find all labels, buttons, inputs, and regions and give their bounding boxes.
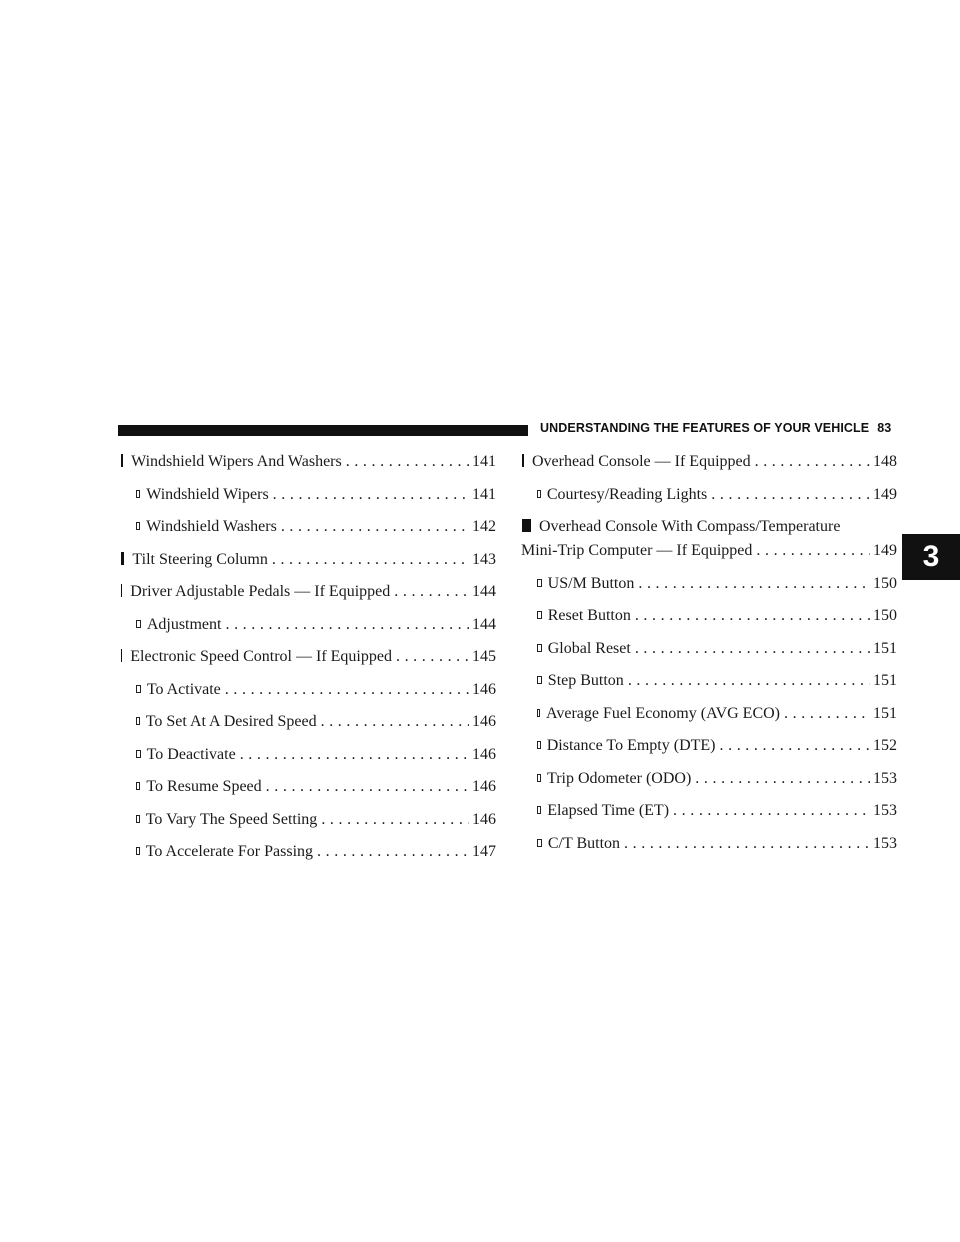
toc-page-number: 146 <box>472 810 496 828</box>
dot-leader <box>756 539 870 563</box>
toc-entry-line <box>521 539 897 563</box>
toc-entry[interactable] <box>120 808 496 832</box>
dot-leader <box>346 450 469 474</box>
toc-entry-title: To Resume Speed <box>146 778 262 795</box>
header-title: UNDERSTANDING THE FEATURES OF YOUR VEHICLE <box>540 421 870 435</box>
dot-leader <box>720 734 871 758</box>
dot-leader <box>272 548 469 572</box>
toc-page-number: 141 <box>472 485 496 503</box>
toc-entry[interactable] <box>521 832 897 856</box>
toc-entry-title: Trip Odometer (ODO) <box>547 769 692 787</box>
toc-entry-title: US/M Button <box>547 574 635 592</box>
toc-entry[interactable] <box>120 743 496 767</box>
filled-square-bullet-icon <box>522 519 531 532</box>
toc-page-number: 153 <box>873 802 897 819</box>
dot-leader <box>635 604 870 628</box>
toc-entry-title: To Set At A Desired Speed <box>145 713 317 730</box>
hollow-square-bullet-icon <box>537 839 542 847</box>
dot-leader <box>321 808 469 832</box>
toc-entry[interactable] <box>120 515 496 539</box>
toc-entry[interactable] <box>521 734 897 758</box>
toc-entry-title: Windshield Wipers <box>146 485 269 503</box>
toc-page-number: 141 <box>472 453 496 470</box>
toc-page-number: 149 <box>873 542 897 559</box>
dot-leader <box>624 832 870 856</box>
toc-page-number: 144 <box>472 583 496 600</box>
toc-page-number: 143 <box>472 550 496 568</box>
header-rule-bar <box>118 425 528 436</box>
hollow-square-bullet-icon <box>136 815 140 823</box>
running-header <box>540 421 891 435</box>
toc-entry[interactable] <box>120 450 496 474</box>
dot-leader <box>396 645 469 669</box>
dot-leader <box>394 580 469 604</box>
toc-page-number: 149 <box>873 485 897 503</box>
dot-leader <box>755 450 870 474</box>
filled-square-bullet-icon <box>121 552 124 565</box>
toc-entry-title: To Vary The Speed Setting <box>145 810 318 828</box>
dot-leader <box>628 669 870 693</box>
toc-page-number: 150 <box>873 574 897 592</box>
toc-entry-title: To Accelerate For Passing <box>145 843 314 860</box>
toc-entry[interactable] <box>120 775 496 799</box>
hollow-square-bullet-icon <box>537 806 541 814</box>
toc-entry-title: Windshield Wipers And Washers <box>131 453 342 470</box>
toc-entry-title: Elapsed Time (ET) <box>547 802 670 819</box>
filled-square-bullet-icon <box>121 454 123 467</box>
toc-page-number: 146 <box>472 745 496 763</box>
hollow-square-bullet-icon <box>537 644 542 652</box>
dot-leader <box>638 572 870 596</box>
toc-entry[interactable] <box>521 799 897 823</box>
hollow-square-bullet-icon <box>537 676 542 684</box>
toc-entry-title-continued: Mini-Trip Computer — If Equipped <box>521 542 753 559</box>
toc-entry[interactable] <box>521 702 897 726</box>
toc-page-number: 145 <box>472 648 496 665</box>
toc-entry-title: Average Fuel Economy (AVG ECO) <box>545 704 781 722</box>
toc-page-number: 150 <box>873 607 897 624</box>
dot-leader <box>321 710 469 734</box>
toc-page-number: 151 <box>873 639 897 657</box>
toc-entry-title: Overhead Console — If Equipped <box>532 453 751 470</box>
dot-leader <box>273 483 469 507</box>
toc-entry[interactable] <box>120 710 496 734</box>
chapter-tab[interactable]: 3 <box>902 534 960 580</box>
filled-square-bullet-icon <box>121 584 122 597</box>
hollow-square-bullet-icon <box>537 490 541 498</box>
dot-leader <box>317 840 469 864</box>
dot-leader <box>695 767 870 791</box>
hollow-square-bullet-icon <box>136 490 140 498</box>
toc-entry[interactable] <box>521 450 897 474</box>
page-number: 83 <box>877 421 892 435</box>
hollow-square-bullet-icon <box>136 522 140 530</box>
toc-entry-line <box>521 515 897 539</box>
toc-page-number: 146 <box>472 778 496 795</box>
toc-page-number: 142 <box>472 518 496 535</box>
toc-entry[interactable] <box>120 840 496 864</box>
hollow-square-bullet-icon <box>537 611 542 619</box>
dot-leader <box>266 775 469 799</box>
toc-left-column <box>120 450 496 873</box>
toc-entry[interactable] <box>521 669 897 693</box>
toc-entry[interactable] <box>120 580 496 604</box>
toc-page-number: 147 <box>472 843 496 860</box>
dot-leader <box>784 702 870 726</box>
toc-entry-title: To Deactivate <box>146 745 236 763</box>
hollow-square-bullet-icon <box>537 741 541 749</box>
hollow-square-bullet-icon <box>136 750 141 758</box>
dot-leader <box>711 483 870 507</box>
toc-entry[interactable] <box>120 678 496 702</box>
hollow-square-bullet-icon <box>537 709 540 717</box>
toc-entry[interactable] <box>120 483 496 507</box>
toc-entry[interactable] <box>521 637 897 661</box>
filled-square-bullet-icon <box>522 454 524 467</box>
toc-entry-title: Adjustment <box>146 615 222 633</box>
dot-leader <box>225 678 469 702</box>
dot-leader <box>635 637 870 661</box>
toc-page-number: 152 <box>873 737 897 754</box>
hollow-square-bullet-icon <box>537 579 542 587</box>
toc-entry-title: Electronic Speed Control — If Equipped <box>130 648 392 665</box>
toc-page-number: 151 <box>873 704 897 722</box>
toc-entry[interactable] <box>120 613 496 637</box>
hollow-square-bullet-icon <box>136 685 141 693</box>
toc-entry-title: C/T Button <box>547 834 621 852</box>
toc-right-column <box>521 450 897 864</box>
toc-entry-title: Windshield Washers <box>146 518 277 535</box>
filled-square-bullet-icon <box>121 649 122 662</box>
dot-leader <box>240 743 469 767</box>
toc-entry[interactable] <box>521 604 897 628</box>
toc-entry[interactable] <box>521 483 897 507</box>
dot-leader <box>673 799 870 823</box>
toc-entry[interactable] <box>120 645 496 669</box>
toc-entry[interactable] <box>521 767 897 791</box>
toc-entry[interactable] <box>521 572 897 596</box>
toc-entry-title: Driver Adjustable Pedals — If Equipped <box>130 583 391 600</box>
hollow-square-bullet-icon <box>136 847 140 855</box>
hollow-square-bullet-icon <box>537 774 541 782</box>
hollow-square-bullet-icon <box>136 717 140 725</box>
toc-entry[interactable] <box>120 548 496 572</box>
toc-entry[interactable] <box>521 515 897 563</box>
toc-page-number: 153 <box>873 834 897 852</box>
toc-entry-title: Distance To Empty (DTE) <box>546 737 716 754</box>
toc-page-number: 148 <box>873 453 897 470</box>
toc-entry-title: Step Button <box>547 672 624 689</box>
dot-leader <box>281 515 469 539</box>
toc-entry-title: Reset Button <box>547 607 631 624</box>
toc-entry-title: Overhead Console With Compass/Temperature <box>539 518 841 535</box>
toc-page-number: 146 <box>472 713 496 730</box>
toc-page-number: 146 <box>472 680 496 698</box>
toc-entry-title: Courtesy/Reading Lights <box>546 485 708 503</box>
toc-entry-title: Tilt Steering Column <box>132 550 268 568</box>
dot-leader <box>225 613 469 637</box>
toc-page-number: 153 <box>873 769 897 787</box>
toc-page-number: 144 <box>472 615 496 633</box>
hollow-square-bullet-icon <box>136 782 140 790</box>
toc-entry-title: Global Reset <box>547 639 631 657</box>
toc-page-number: 151 <box>873 672 897 689</box>
toc-entry-title: To Activate <box>146 680 221 698</box>
hollow-square-bullet-icon <box>136 620 141 628</box>
